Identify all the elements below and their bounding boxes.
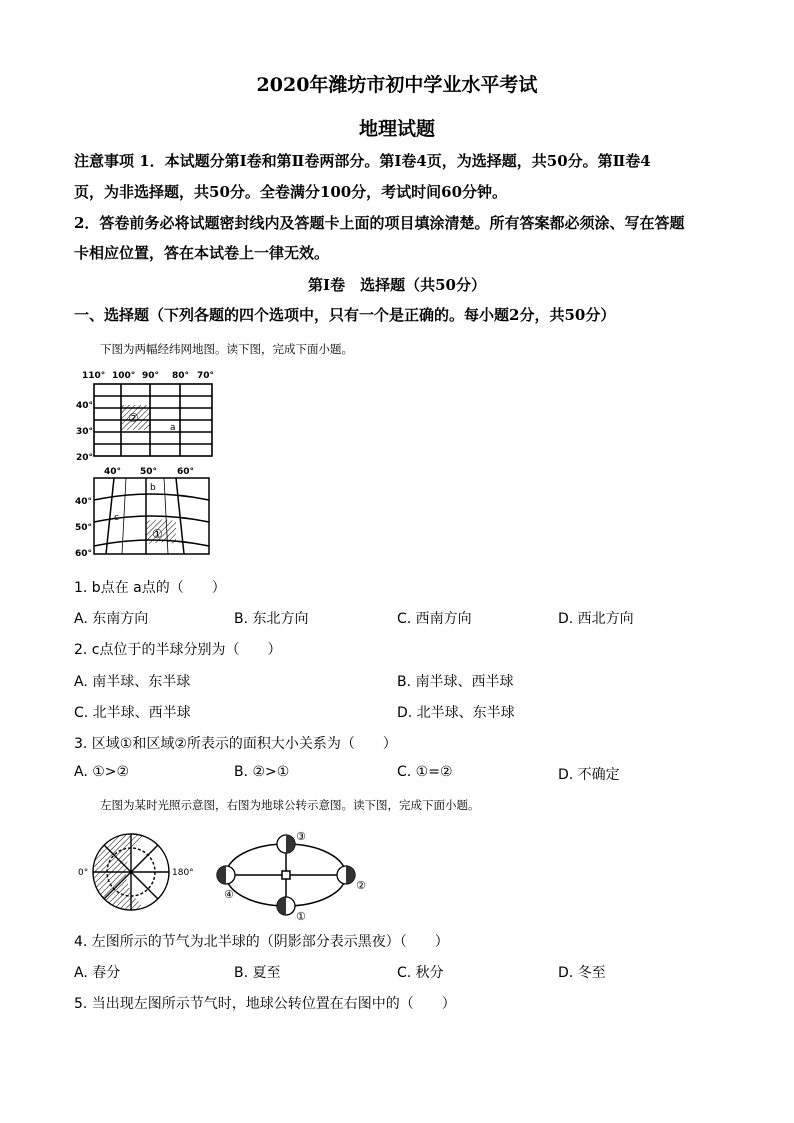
orbit-position-3: ③ [296,830,306,843]
lon-label: 80° [172,371,190,381]
intro-2: 左图为某时光照示意图，右图为地球公转示意图。读下图，完成下面小题。 [100,798,480,812]
q2-option-d[interactable]: D. 北半球、东半球 [397,705,515,721]
subject-title: 地理试题 [358,118,435,140]
curved-graticule-map [72,462,217,562]
question-1: 1. b点在 a点的（ ） [74,580,226,596]
q2-option-a[interactable]: A. 南半球、东半球 [74,674,191,690]
exam-title: 2020年潍坊市初中学业水平考试 [256,74,538,96]
lon-label: 40° [104,467,122,477]
label-180-deg: 180° [172,868,194,878]
lon-label: 110° [82,371,106,381]
lat-label: 30° [76,427,94,437]
section-title: 第Ⅰ卷 选择题（共50分） [308,276,486,294]
lat-label: 50° [75,523,93,533]
region-1-label: ① [152,527,163,541]
q1-option-d[interactable]: D. 西北方向 [558,611,634,627]
region-2-label: ② [128,411,139,425]
q4-option-a[interactable]: A. 春分 [74,965,121,981]
orbit-diagram [212,826,372,922]
q2-option-b[interactable]: B. 南半球、西半球 [397,674,514,690]
q3-option-a[interactable]: A. ①>② [74,764,130,780]
latlon-grid-map [72,366,222,464]
q1-option-b[interactable]: B. 东北方向 [234,611,309,627]
lat-label: 40° [75,497,93,507]
earth-bottom [277,897,295,915]
q4-option-c[interactable]: C. 秋分 [397,965,444,981]
section-heading: 一、选择题（下列各题的四个选项中，只有一个是正确的。每小题2分，共50分） [74,306,616,324]
earth-left [217,866,235,884]
q3-option-c[interactable]: C. ①=② [397,764,453,780]
lon-label: 70° [197,371,215,381]
notice-line-1: 注意事项 1．本试题分第Ⅰ卷和第Ⅱ卷两部分。第Ⅰ卷4页，为选择题，共50分。第Ⅱ卷4 [74,152,651,170]
lon-label: 90° [142,371,160,381]
q3-option-d[interactable]: D. 不确定 [558,767,620,783]
q4-option-d[interactable]: D. 冬至 [558,965,606,981]
question-4: 4. 左图所示的节气为北半球的（阴影部分表示黑夜）（ ） [74,934,449,950]
illumination-diagram [76,828,206,918]
point-b-label: b [150,483,156,493]
orbit-position-2: ② [356,879,366,892]
earth-right [337,866,355,884]
q1-option-c[interactable]: C. 西南方向 [397,611,472,627]
label-0-deg: 0° [78,868,89,878]
lat-label: 20° [76,453,94,463]
notice-line-4: 卡相应位置，答在本试卷上一律无效。 [74,244,330,262]
grid-lines [94,384,212,456]
q3-option-b[interactable]: B. ②>① [234,764,290,780]
orbit-position-4: ④ [224,888,234,901]
notice-line-3: 2．答卷前务必将试题密封线内及答题卡上面的项目填涂清楚。所有答案都必须涂、写在答题 [74,214,685,232]
earth-top [277,835,295,853]
lon-label: 100° [112,371,136,381]
question-5: 5. 当出现左图所示节气时，地球公转位置在右图中的（ ） [74,996,456,1012]
lat-label: 40° [76,401,94,411]
orbit-position-1: ① [296,910,306,922]
question-3: 3. 区域①和区域②所表示的面积大小关系为（ ） [74,736,397,752]
question-2: 2. c点位于的半球分别为（ ） [74,642,282,658]
point-c-label: c [114,513,119,523]
lon-label: 60° [177,467,195,477]
intro-1: 下图为两幅经纬网地图。读下图，完成下面小题。 [100,342,353,356]
q1-option-a[interactable]: A. 东南方向 [74,611,149,627]
q2-option-c[interactable]: C. 北半球、西半球 [74,705,191,721]
point-a-label: a [170,423,176,433]
lat-label: 60° [75,549,93,559]
q4-option-b[interactable]: B. 夏至 [234,965,281,981]
illumination-lines [93,834,169,910]
lon-label: 50° [140,467,158,477]
notice-line-2: 页，为非选择题，共50分。全卷满分100分，考试时间60分钟。 [74,183,508,201]
